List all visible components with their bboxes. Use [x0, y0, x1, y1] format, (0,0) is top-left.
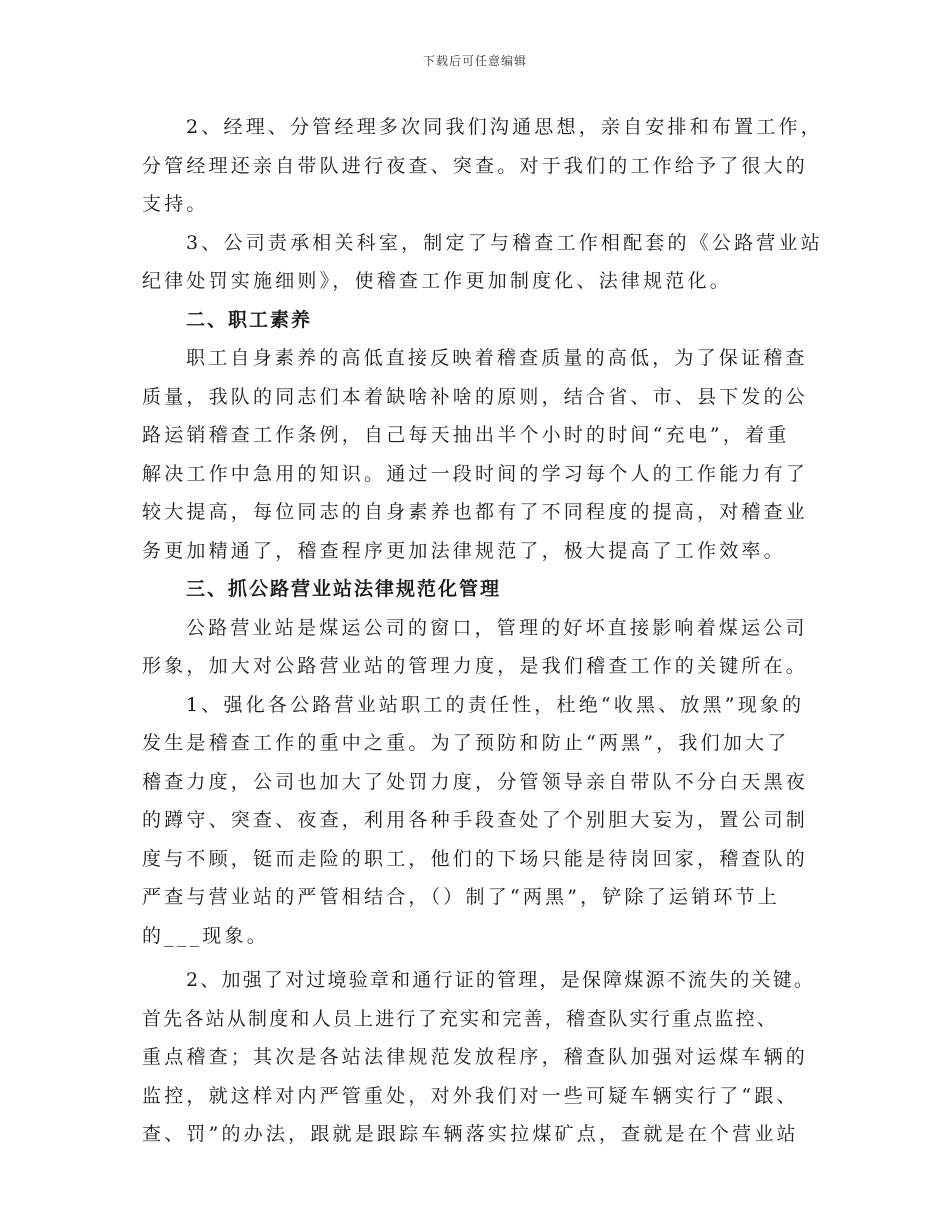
paragraph-line: 支持。	[142, 193, 209, 215]
paragraph-line: 质量，我队的同志们本着缺啥补啥的原则，结合省、市、县下发的公	[142, 385, 809, 408]
section-heading: 三、抓公路营业站法律规范化管理	[186, 578, 502, 600]
paragraph-line: 2、加强了对过境验章和通行证的管理，是保障煤源不流失的关键。	[186, 969, 816, 991]
document-body	[142, 108, 822, 1154]
paragraph-line: 解决工作中急用的知识。通过一段时间的学习每个人的工作能力有了	[142, 462, 809, 485]
paragraph-line: 路运销稽查工作条例，自己每天抽出半个小时的时间“充电”，着重	[142, 424, 790, 446]
paragraph-line: 职工自身素养的高低直接反映着稽查质量的高低，为了保证稽查	[186, 347, 808, 369]
paragraph-line: 较大提高，每位同志的自身素养也都有了不同程度的提高，对稽查业	[142, 501, 809, 523]
paragraph-line: 纪律处罚实施细则》，使稽查工作更加制度化、法律规范化。	[142, 270, 732, 292]
paragraph-line: 的___现象。	[142, 924, 269, 947]
paragraph-line: 查、罚”的办法，跟就是跟踪车辆落实拉煤矿点，查就是在个营业站	[142, 1123, 799, 1145]
paragraph-line: 分管经理还亲自带队进行夜查、突查。对于我们的工作给予了很大的	[142, 154, 809, 177]
paragraph-line: 严查与营业站的严管相结合，（）制了“两黑”，铲除了运销环节上	[142, 886, 780, 908]
paragraph-line: 2、经理、分管经理多次同我们沟通思想，亲自安排和布置工作，	[186, 116, 823, 138]
paragraph-line: 发生是稽查工作的重中之重。为了预防和防止“两黑”，我们加大了	[142, 732, 790, 754]
paragraph-line: 稽查力度，公司也加大了处罚力度，分管领导亲自带队不分白天黑夜	[142, 770, 809, 793]
paragraph-line: 形象，加大对公路营业站的管理力度，是我们稽查工作的关键所在。	[142, 655, 809, 677]
paragraph-line: 监控，就这样对内严管重处，对外我们对一些可疑车辆实行了“跟、	[142, 1084, 799, 1107]
paragraph-line: 首先各站从制度和人员上进行了充实和完善，稽查队实行重点监控、	[142, 1007, 779, 1030]
paragraph-line: 度与不顾，铤而走险的职工，他们的下场只能是待岗回家，稽查队的	[142, 847, 809, 870]
paragraph-line: 公路营业站是煤运公司的窗口，管理的好坏直接影响着煤运公司	[186, 616, 808, 639]
paragraph-line: 3、公司责承相关科室，制定了与稽查工作相配套的《公路营业站	[186, 231, 823, 254]
paragraph-line: 务更加精通了，稽查程序更加法律规范了，极大提高了工作效率。	[142, 539, 786, 562]
paragraph-line: 的蹲守、突查、夜查，利用各种手段查处了个别胆大妄为，置公司制	[142, 809, 809, 831]
page-header: 下载后可任意编辑	[422, 54, 527, 68]
section-heading: 二、职工素养	[186, 308, 313, 331]
paragraph-line: 重点稽查；其次是各站法律规范发放程序，稽查队加强对运煤车辆的	[142, 1046, 809, 1068]
paragraph-line: 1、强化各公路营业站职工的责任性，杜绝“收黑、放黑”现象的	[186, 693, 805, 716]
